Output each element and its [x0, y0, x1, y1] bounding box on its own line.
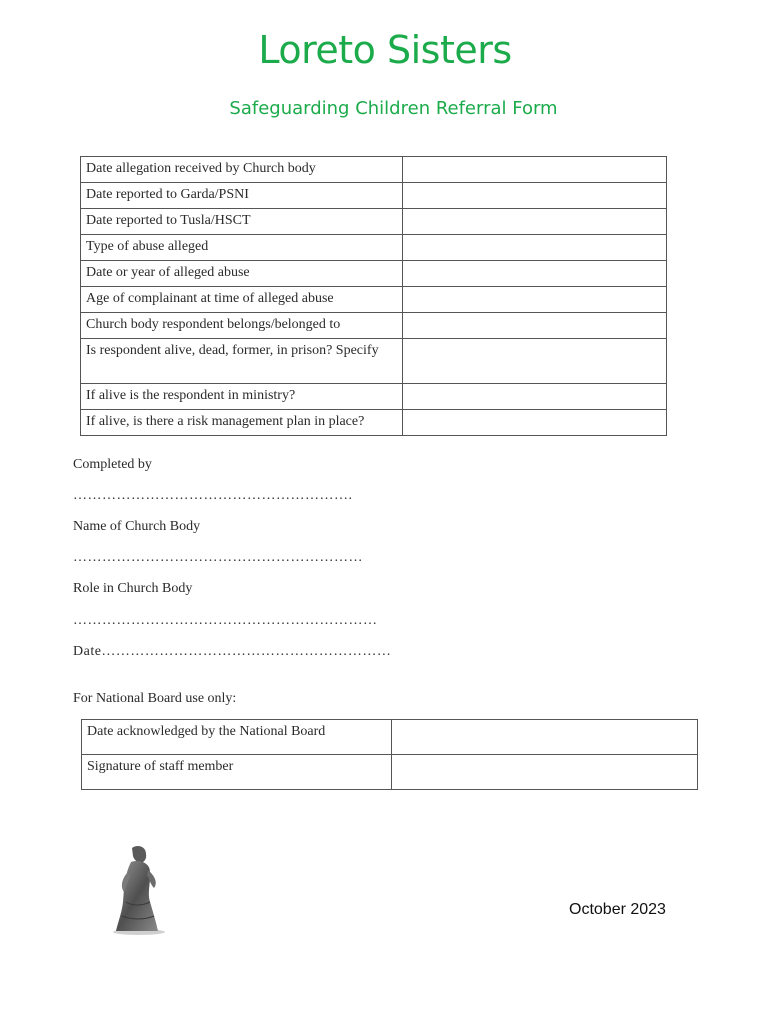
national-board-table — [81, 719, 698, 790]
table-row — [81, 384, 667, 410]
row-value-field[interactable] — [402, 339, 666, 384]
table-row — [82, 755, 698, 790]
table-row — [81, 235, 667, 261]
row-label: Date reported to Tusla/HSCT — [81, 209, 403, 235]
row-value-field[interactable] — [391, 720, 697, 755]
row-label: Church body respondent belongs/belonged to — [81, 313, 403, 339]
table-row — [82, 720, 698, 755]
row-label: Signature of staff member — [82, 755, 392, 790]
completed-by-field[interactable]: …………………………………………………. — [73, 488, 353, 503]
page-title: Loreto Sisters — [258, 28, 512, 72]
loreto-figure-icon — [104, 842, 174, 936]
row-value-field[interactable] — [402, 183, 666, 209]
table-row — [81, 209, 667, 235]
church-body-field[interactable]: …………………………………………………… — [73, 550, 363, 565]
row-label: If alive, is there a risk management plan in place? — [81, 410, 403, 436]
table-row — [81, 339, 667, 384]
completed-by-label: Completed by — [73, 457, 152, 472]
church-body-label: Name of Church Body — [73, 519, 201, 534]
row-label: Date allegation received by Church body — [81, 157, 403, 183]
row-label: Date reported to Garda/PSNI — [81, 183, 403, 209]
national-board-heading: For National Board use only: — [73, 691, 237, 706]
table-row — [81, 287, 667, 313]
table-row — [81, 313, 667, 339]
row-label: Date or year of alleged abuse — [81, 261, 403, 287]
row-value-field[interactable] — [402, 209, 666, 235]
row-value-field[interactable] — [402, 157, 666, 183]
table-row — [81, 183, 667, 209]
row-label: Date acknowledged by the National Board — [82, 720, 392, 755]
row-label: If alive is the respondent in ministry? — [81, 384, 403, 410]
row-value-field[interactable] — [402, 235, 666, 261]
row-value-field[interactable] — [402, 261, 666, 287]
table-row — [81, 157, 667, 183]
row-value-field[interactable] — [391, 755, 697, 790]
table-row — [81, 410, 667, 436]
row-value-field[interactable] — [402, 313, 666, 339]
role-label: Role in Church Body — [73, 581, 193, 596]
table-row — [81, 261, 667, 287]
row-label: Is respondent alive, dead, former, in prison? Specify — [81, 339, 403, 384]
row-value-field[interactable] — [402, 384, 666, 410]
footer-date: October 2023 — [569, 901, 666, 918]
row-label: Age of complainant at time of alleged abuse — [81, 287, 403, 313]
date-field[interactable]: Date…………………………………………………… — [73, 644, 392, 659]
row-value-field[interactable] — [402, 410, 666, 436]
referral-table — [80, 156, 667, 436]
role-field[interactable]: ……………………………………………………… — [73, 613, 378, 628]
form-subtitle: Safeguarding Children Referral Form — [229, 98, 558, 119]
row-label: Type of abuse alleged — [81, 235, 403, 261]
row-value-field[interactable] — [402, 287, 666, 313]
